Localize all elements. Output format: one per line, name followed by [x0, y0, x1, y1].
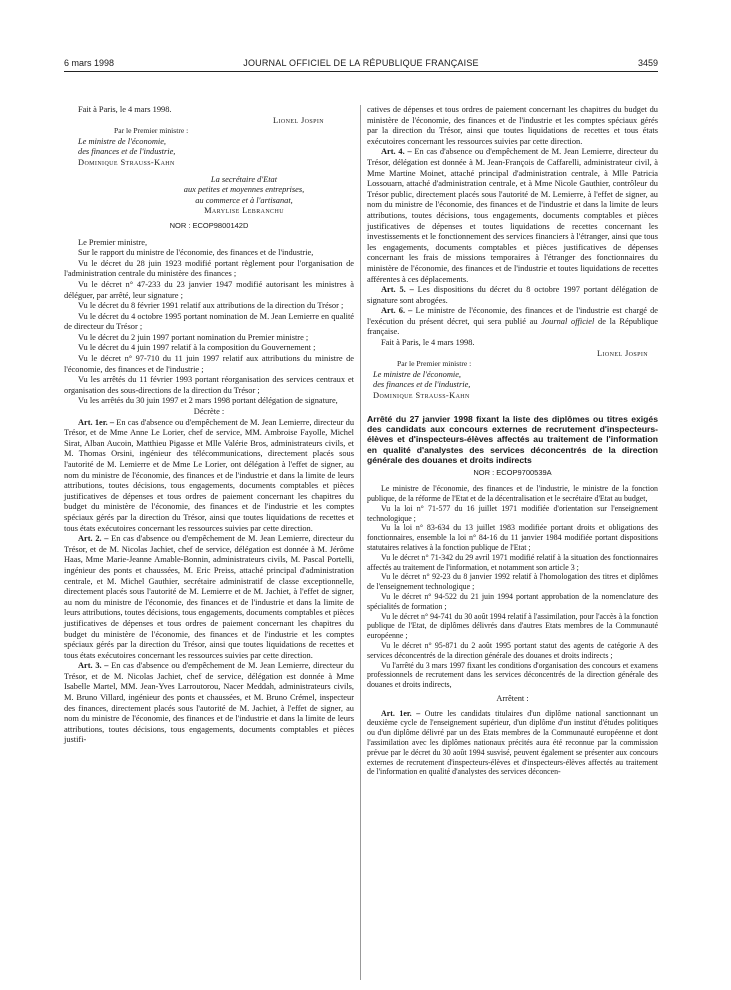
visa-line: Vu le décret n° 92-23 du 8 janvier 1992 relatif à l'homologation des titres et diplômes de l'enseignement technologique ; — [367, 572, 658, 592]
by-pm-label: Par le Premier ministre : — [114, 126, 189, 136]
article-4 — [367, 147, 658, 285]
right-column — [367, 105, 658, 777]
nor-reference: NOR : ECOP9700539A — [473, 467, 552, 477]
secretary-title-3: au commerce et à l'artisanat, — [195, 195, 293, 205]
article-text: Les dispositions du décret du 8 octobre 1997 portant délégation de signature sont abrogées. — [367, 285, 659, 305]
left-column — [64, 105, 354, 746]
article-text: En cas d'absence ou d'empêchement de M. Jean Lemierre, directeur du Trésor, délégation est donnée à M. Jean-François de Caffarelli, administrateur civil, à Mme Martine Moinet, attaché principal d'administration centrale, à Mlle Patricia Lossouarn, attaché d'administration centrale, et à Mme Nicole Gauthier, contrôleur du Trésor public, directement placés sous l'autorité de M. Lemierre, à l'effet de signer, au nom du ministre de l'économie, des finances et de l'industrie et dans la limite de leurs attributions, toutes décisions, tous engagements, documents comptables et pièces justificatives de dépenses et toutes liquidations de recettes concernant les investissements et le fonctionnement des services financiers à l'étranger, ainsi que tous les engagements, documents comptables et pièces justificatives de dépenses concernant les frais de missions temporaires à l'étranger des fonctionnaires du ministère de l'économie, des finances et de l'industrie et toutes liquidations de recettes afférentes à ces déplacements. — [367, 147, 659, 284]
article-1 — [64, 418, 354, 535]
page-number: 3459 — [637, 58, 658, 68]
nor-reference: NOR : ECOP9800142D — [169, 220, 249, 230]
journal-officiel-ref: Journal officiel — [541, 316, 595, 326]
page-header — [64, 58, 658, 72]
article-label: Art. 5. – — [381, 285, 414, 295]
minister-title-2: des finances et de l'industrie, — [78, 147, 176, 157]
minister-title-1: Le ministre de l'économie, — [78, 136, 167, 146]
visa-line: Vu le décret du 8 février 1991 relatif aux attributions de la direction du Trésor ; — [78, 301, 344, 311]
visa-line: Vu le décret n° 94-522 du 21 juin 1994 portant approbation de la nomenclature des spécialités de formation ; — [367, 592, 658, 611]
visa-line: Vu le décret n° 95-871 du 2 août 1995 portant statut des agents de catégorie A des services déconcentrés de la direction générale des douanes et droits indirects ; — [367, 641, 658, 660]
arretent-heading: Arrêtent : — [496, 693, 529, 703]
signatory-pm: Lionel Jospin — [596, 348, 648, 358]
article-label: Art. 6. – — [381, 306, 413, 316]
signatory-minister: Dominique Strauss-Kahn — [78, 157, 175, 167]
visa-line: Vu le décret n° 94-741 du 30 août 1994 relatif à l'assimilation, pour l'accès à la fonction publique de l'Etat, de diplômes délivrés dans d'autres Etats membres de la Communauté européenne ; — [367, 611, 659, 641]
article-label: Art. 1er. – — [381, 708, 421, 718]
article-text: En cas d'absence ou d'empêchement de M. Jean Lemierre, directeur du Trésor, et de Mme Anne Le Lorier, chef de service, MM. Ambroise Fayolle, Michel Sirat, Alban Aucoin, Matthieu Pigasse et Mlle Valérie Bros, administrateurs civils, et M. Thomas Orsini, ingénieur des télécommunications, directement placés sous l'autorité de M. Lemierre et de Mme Le Lorier, ont délégation à l'effet de signer, au nom du ministre de l'économie, des finances et de l'industrie et dans la limite de leurs attributions, toutes décisions, tous engagements, documents comptables et pièces justificatives de dépenses et tous ordres de paiement concernant les chapitres du budget du ministère de l'économie, des finances et de l'industrie et les comptes spéciaux gérés par la direction du Trésor, ainsi que toutes liquidations de recettes et tous états exécutoires concernant les ressources suivies par cette direction. — [64, 417, 355, 533]
visa-line: Vu la loi n° 71-577 du 16 juillet 1971 modifiée d'orientation sur l'enseignement technologique ; — [367, 503, 658, 523]
visa-line: Vu la loi n° 83-634 du 13 juillet 1983 modifiée portant droits et obligations des fonctionnaires, ensemble la loi n° 84-16 du 11 janvier 1984 modifiée portant dispositions statutaires relatives à la fonction publique de l'Etat ; — [367, 523, 658, 553]
visa-line: Vu le décret n° 97-710 du 11 juin 1997 relatif aux attributions du ministre de l'économie, des finances et de l'industrie ; — [64, 354, 354, 374]
arrete-title: Arrêté du 27 janvier 1998 fixant la liste des diplômes ou titres exigés des candidats aux concours externes de recrutement d'inspecteurs-élèves et d'inspecteurs-élèves affectés au traitement de l'information en qualité d'analystes des services déconcentrés de la direction générale des douanes et droits indirects — [367, 413, 658, 466]
issue-date: 6 mars 1998 — [64, 58, 115, 68]
article-text: En cas d'absence ou d'empêchement de M. Jean Lemierre, directeur du Trésor, et de M. Nicolas Jachiet, chef de service, délégation est donnée à Mme Isabelle Martel, MM. Jean-Yves Larroutorou, Nacer Meddah, administrateurs civils, M. Bruno Villard, ingénieur des ponts et chaussées, et M. Bruno Crémel, inspecteur des finances, directement placés sous l'autorité de M. Jachiet, à l'effet de signer, au nom du ministre de l'économie, des finances et de l'industrie et dans la limite de leurs attributions, toutes décisions, tous engagements, documents comptables et pièces justifi- — [64, 661, 354, 745]
minister-title-1: Le ministre de l'économie, — [373, 369, 462, 379]
visa-line: Vu le décret du 4 octobre 1995 portant nomination de M. Jean Lemierre en qualité de directeur du Trésor ; — [64, 311, 354, 332]
article-2 — [64, 534, 354, 661]
article-1 — [367, 709, 658, 778]
article-continuation: catives de dépenses et tous ordres de paiement concernant les chapitres du budget du ministère de l'économie, des finances et de l'industrie et les comptes spéciaux gérés par la direction du Trésor, ainsi que toutes liquidations de recettes et tous états exécutoires concernant les ressources suivies par cette direction. — [367, 105, 658, 146]
article-text: Le ministre de l'économie, des finances et de l'industrie est chargé de l'exécution du présent décret, qui sera publié au — [367, 306, 658, 326]
visa-line: Vu le décret n° 47-233 du 23 janvier 1947 modifié autorisant les ministres à déléguer, par arrêté, leur signature ; — [64, 279, 354, 300]
visa-line: Vu le décret du 28 juin 1923 modifié portant règlement pour l'organisation de l'administration centrale du ministère des finances ; — [64, 258, 354, 279]
column-divider — [360, 105, 361, 980]
article-text: Outre les candidats titulaires d'un diplôme national sanctionnant un deuxième cycle de l'enseignement supérieur, d'un diplôme d'un institut d'études politiques ou d'un diplôme délivré par un des Etats membres de la Communauté européenne et dont l'assimilation avec les diplômes nationaux précités aura été reconnue par la commission prévue par le décret du 30 août 1994 susvisé, peuvent également se présenter aux concours externes de recrutement d'inspecteurs-élèves et d'inspecteurs-élèves affectés au traitement de l'information en qualité d'analystes des services déconcen- — [367, 708, 659, 777]
article-text: de la République française. — [367, 316, 659, 337]
article-label: Art. 2. – — [78, 534, 109, 544]
visa-line: Vu les arrêtés du 11 février 1993 portant réorganisation des services centraux et organisation des sous-directions de la direction du Trésor ; — [64, 375, 354, 395]
minister-title-2: des finances et de l'industrie, — [373, 380, 471, 390]
visa-line: Vu le décret du 2 juin 1997 portant nomination du Premier ministre ; — [78, 332, 309, 342]
signatory-pm: Lionel Jospin — [272, 115, 324, 125]
article-label: Art. 4. – — [381, 147, 412, 157]
visa-line: Sur le rapport du ministre de l'économie, des finances et de l'industrie, — [78, 248, 314, 258]
secretary-title-1: La secrétaire d'Etat — [210, 174, 278, 184]
signature-date: Fait à Paris, le 4 mars 1998. — [78, 105, 172, 114]
visa-line: Vu les arrêtés du 30 juin 1997 et 2 mars 1998 portant délégation de signature, — [78, 396, 338, 406]
signature-date: Fait à Paris, le 4 mars 1998. — [381, 338, 475, 348]
article-6 — [367, 306, 658, 338]
visa-line: Vu le décret n° 71-342 du 29 avril 1971 modifié relatif à la situation des fonctionnaires affectés au traitement de l'information, et notamment son article 3 ; — [367, 552, 658, 572]
visa-line: Le ministre de l'économie, des finances et de l'industrie, le ministre de la fonction publique, de la réforme de l'Etat et de la décentralisation et le secrétaire d'Etat au budget, — [367, 484, 658, 504]
article-5 — [367, 285, 658, 306]
article-text: En cas d'absence ou d'empêchement de M. Jean Lemierre, directeur du Trésor, et de M. Nicolas Jachiet, chef de service, délégation est donnée à M. Jérôme Haas, Mme Marie-Jeanne Amable-Bonnin, administrateurs civils, M. Pascal Portelli, ingénieur des ponts et chaussées, M. Eric Preiss, attaché principal d'administration centrale, et M. Michel Gauthier, secrétaire administratif de classe exceptionnelle, directement placés sous l'autorité de M. Lemierre et de M. Jachiet, à l'effet de signer, au nom du ministre de l'économie, des finances et de l'industrie et dans la limite de leurs attributions, toutes décisions, tous engagements, documents comptables et pièces justificatives de dépenses et tous ordres de paiement concernant les chapitres du budget du ministère de l'économie, des finances et de l'industrie et les comptes spéciaux gérés par la direction du Trésor, ainsi que toutes liquidations de recettes et tous états exécutoires concernant les ressources suivies par cette direction. — [64, 534, 354, 660]
decrete-heading: Décrète : — [193, 407, 225, 417]
secretary-title-2: aux petites et moyennes entreprises, — [183, 185, 305, 195]
journal-title: JOURNAL OFFICIEL DE LA RÉPUBLIQUE FRANÇAISE — [243, 58, 479, 68]
article-label: Art. 3. – — [78, 661, 109, 671]
article-label: Art. 1er. – — [78, 417, 115, 427]
header-rule — [64, 71, 658, 72]
signatory-minister: Dominique Strauss-Kahn — [373, 391, 470, 401]
article-3 — [64, 661, 354, 746]
visa-line: Le Premier ministre, — [78, 237, 148, 247]
visa-line: Vu l'arrêté du 3 mars 1997 fixant les conditions d'organisation des concours et examens professionnels de recrutement dans les services déconcentrés de la direction générale des douanes et droits indirects, — [367, 660, 658, 690]
signatory-secretary: Marylise Lebranchu — [204, 206, 284, 216]
visa-line: Vu le décret du 4 juin 1997 relatif à la composition du Gouvernement ; — [78, 343, 316, 353]
by-pm-label: Par le Premier ministre : — [397, 359, 472, 369]
